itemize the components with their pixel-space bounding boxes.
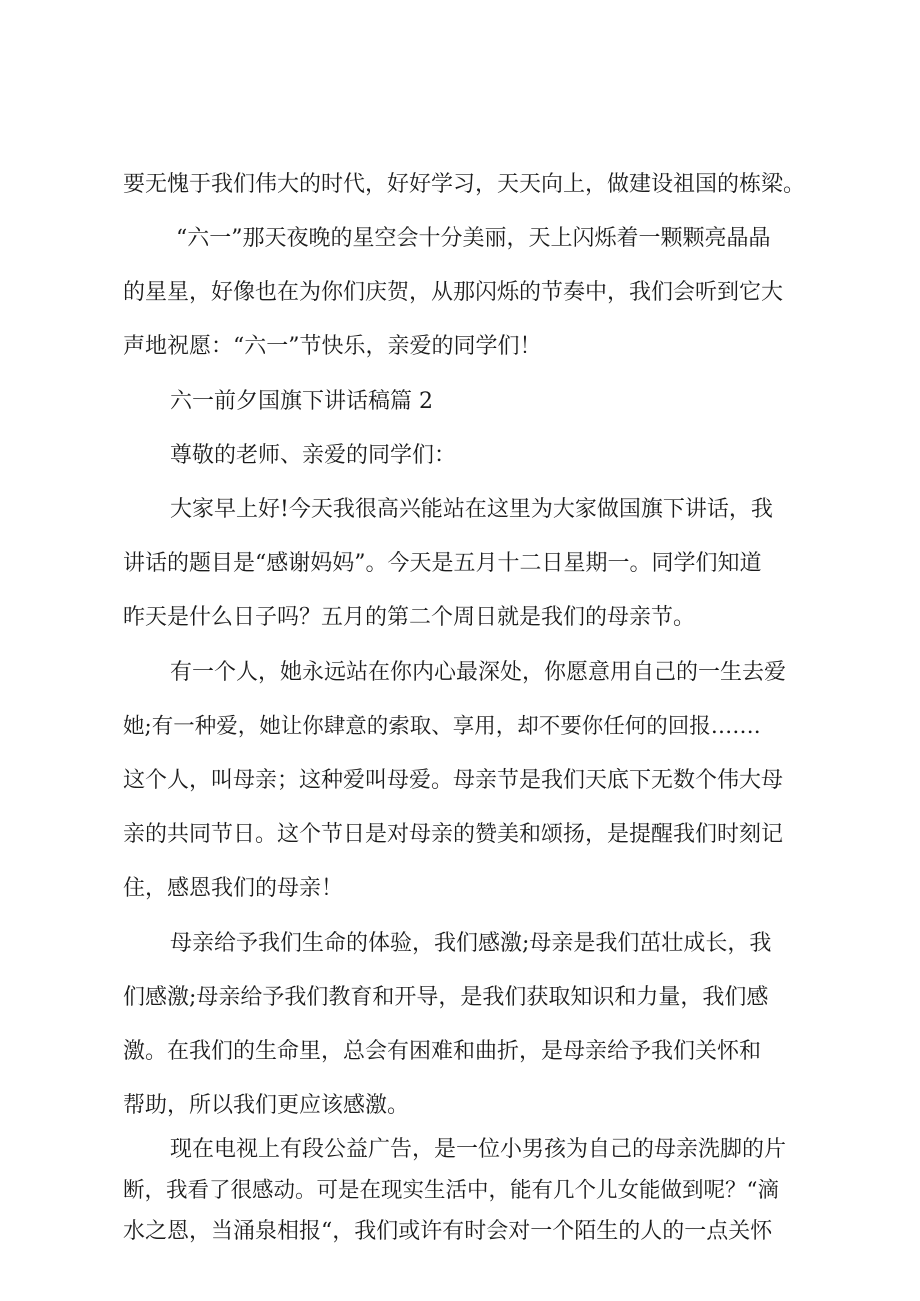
text-line: 声地祝愿：“六一”节快乐，亲爱的同学们！ [123,334,542,359]
text-line: 的星星，好像也在为你们庆贺，从那闪烁的节奏中，我们会听到它大 [123,280,784,305]
text-line: 激。在我们的生命里，总会有困难和曲折，是母亲给予我们关怀和 [123,1039,762,1064]
text-line: 亲的共同节日。这个节日是对母亲的赞美和颂扬，是提醒我们时刻记 [123,822,784,847]
text-line: 要无愧于我们伟大的时代，好好学习，天天向上，做建设祖国的栋梁。 [123,172,806,197]
text-line: 住，感恩我们的母亲！ [123,876,344,901]
text-line: 大家早上好!今天我很高兴能站在这里为大家做国旗下讲话，我 [170,497,773,522]
text-line: 她;有一种爱，她让你肆意的索取、享用，却不要你任何的回报……. [123,714,761,739]
text-line: 断，我看了很感动。可是在现实生活中，能有几个儿女能做到呢？“滴 [123,1178,779,1203]
text-line: 这个人，叫母亲；这种爱叫母爱。母亲节是我们天底下无数个伟大母 [123,768,784,793]
section-heading: 六一前夕国旗下讲话稿篇 2 [170,389,433,414]
text-line: “六一”那天夜晚的星空会十分美丽，天上闪烁着一颗颗亮晶晶 [176,226,771,251]
text-line: 有一个人，她永远站在你内心最深处，你愿意用自己的一生去爱 [170,660,787,685]
text-line: 帮助，所以我们更应该感激。 [123,1093,410,1118]
salutation: 尊敬的老师、亲爱的同学们： [170,443,457,468]
text-line: 现在电视上有段公益广告，是一位小男孩为自己的母亲洗脚的片 [170,1137,787,1162]
text-line: 讲话的题目是“感谢妈妈”。今天是五月十二日星期一。同学们知道 [123,551,762,576]
text-line: 们感激;母亲给予我们教育和开导，是我们获取知识和力量，我们感 [123,985,769,1010]
text-line: 昨天是什么日子吗？五月的第二个周日就是我们的母亲节。 [123,605,696,630]
text-line: 水之恩，当涌泉相报“，我们或许有时会对一个陌生的人的一点关怀 [123,1219,773,1244]
text-line: 母亲给予我们生命的体验，我们感激;母亲是我们茁壮成长，我 [170,931,772,956]
